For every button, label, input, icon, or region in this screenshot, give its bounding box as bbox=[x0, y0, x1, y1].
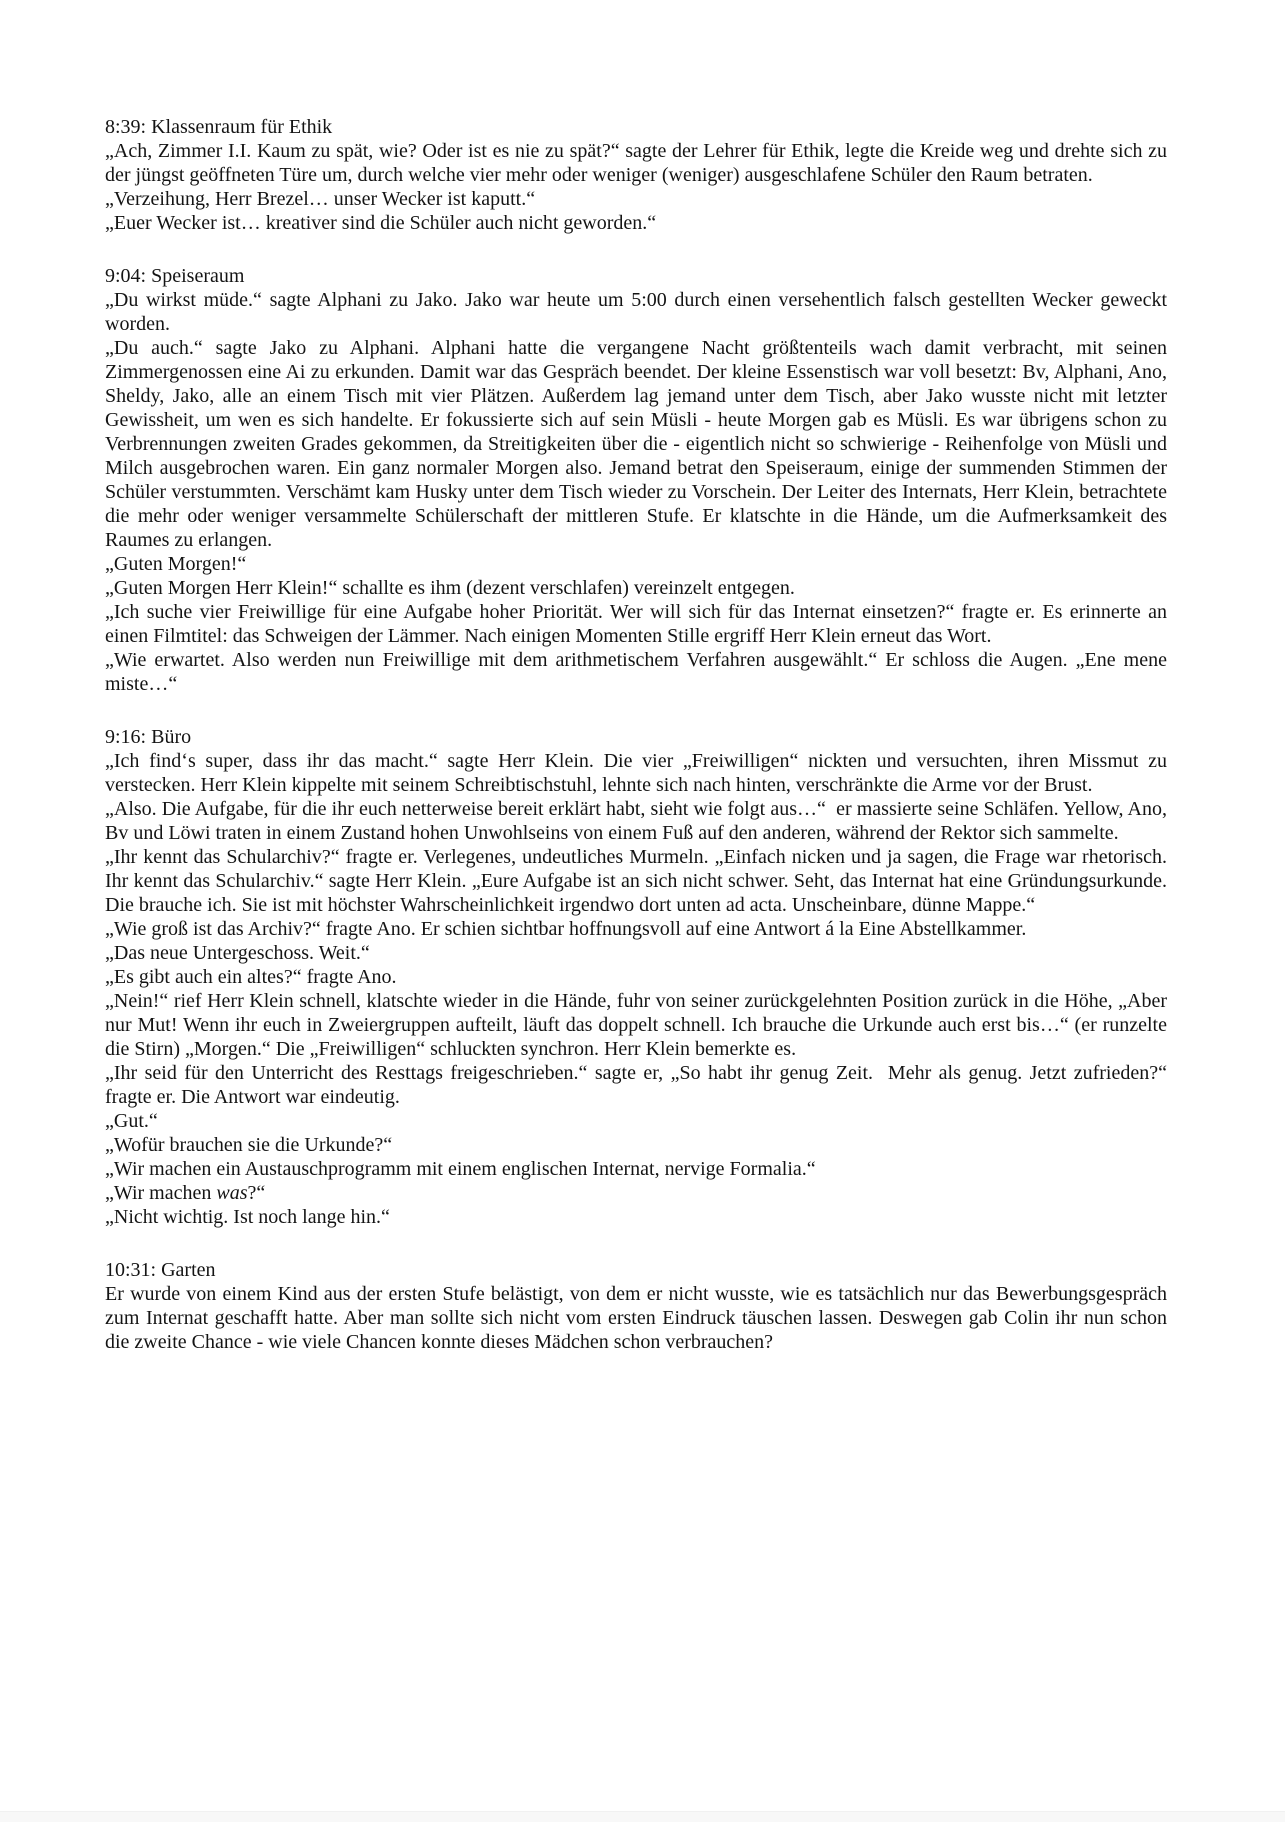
paragraph: „Nein!“ rief Herr Klein schnell, klatschte wieder in die Hände, fuhr von seiner zurückgelehnten Position zurück in die Höhe, „Aber nur Mut! Wenn ihr euch in Zweiergruppen aufteilt, läuft das doppelt schnell. Ich brauche die Urkunde auch erst bis…“ (er runzelte die Stirn) „Morgen.“ Die „Freiwilligen“ schluckten synchron. Herr Klein bemerkte es. bbox=[105, 990, 1167, 1060]
section bbox=[105, 264, 1167, 696]
paragraph: „Wofür brauchen sie die Urkunde?“ bbox=[105, 1134, 393, 1156]
paragraph: „Wir machen ein Austauschprogramm mit einem englischen Internat, nervige Formalia.“ bbox=[105, 1158, 816, 1180]
paragraph: „Ich find‘s super, dass ihr das macht.“ sagte Herr Klein. Die vier „Freiwilligen“ nickten und versuchten, ihren Missmut zu verstecken. Herr Klein kippelte mit seinem Schreibtischstuhl, lehnte sich nach hinten, verschränkte die Arme vor der Brust. bbox=[105, 750, 1167, 796]
section bbox=[105, 725, 1167, 1229]
paragraph: „Es gibt auch ein altes?“ fragte Ano. bbox=[105, 966, 397, 988]
section-heading: 9:16: Büro bbox=[105, 726, 192, 748]
paragraph: „Das neue Untergeschoss. Weit.“ bbox=[105, 942, 370, 964]
paragraph: „Euer Wecker ist… kreativer sind die Schüler auch nicht geworden.“ bbox=[105, 212, 657, 234]
text-run: „Wir machen bbox=[105, 1182, 217, 1204]
paragraph: Er wurde von einem Kind aus der ersten Stufe belästigt, von dem er nicht wusste, wie es tatsächlich nur das Bewerbungsgespräch zum Internat geschafft hatte. Aber man sollte sich nicht vom ersten Eindruck täuschen lassen. Deswegen gab Colin ihr nun schon die zweite Chance - wie viele Chancen konnte dieses Mädchen schon verbrauchen? bbox=[105, 1283, 1167, 1353]
text-block bbox=[105, 115, 1167, 1354]
paragraph: „Ihr kennt das Schularchiv?“ fragte er. Verlegenes, undeutliches Murmeln. „Einfach nicken und ja sagen, die Frage war rhetorisch. Ihr kennt das Schularchiv.“ sagte Herr Klein. „Eure Aufgabe ist an sich nicht schwer. Seht, das Internat hat eine Gründungsurkunde. Die brauche ich. Sie ist mit höchster Wahrscheinlichkeit irgendwo dort unten ad acta. Unscheinbare, dünne Mappe.“ bbox=[105, 846, 1167, 916]
window-bottom-edge bbox=[0, 1811, 1285, 1822]
paragraph: „Gut.“ bbox=[105, 1110, 158, 1132]
paragraph: „Also. Die Aufgabe, für die ihr euch netterweise bereit erklärt habt, sieht wie folgt aus…“ er massierte seine Schläfen. Yellow, Ano, Bv und Löwi traten in einem Zustand hohen Unwohlseins von einem Fuß auf den anderen, während der Rektor sich sammelte. bbox=[105, 798, 1167, 844]
paragraph: „Du wirkst müde.“ sagte Alphani zu Jako. Jako war heute um 5:00 durch einen versehentlich falsch gestellten Wecker geweckt worden. bbox=[105, 289, 1167, 335]
paragraph bbox=[105, 1181, 1167, 1205]
paragraph: „Ach, Zimmer I.I. Kaum zu spät, wie? Oder ist es nie zu spät?“ sagte der Lehrer für Ethik, legte die Kreide weg und drehte sich zu der jüngst geöffneten Türe um, durch welche vier mehr oder weniger (weniger) ausgeschlafene Schüler den Raum betraten. bbox=[105, 140, 1167, 186]
italic-run: was bbox=[216, 1182, 248, 1204]
paragraph: „Guten Morgen Herr Klein!“ schallte es ihm (dezent verschlafen) vereinzelt entgegen. bbox=[105, 577, 795, 599]
paragraph: „Ihr seid für den Unterricht des Resttags freigeschrieben.“ sagte er, „So habt ihr genug Zeit. Mehr als genug. Jetzt zufrieden?“ fragte er. Die Antwort war eindeutig. bbox=[105, 1062, 1167, 1108]
paragraph: „Wie groß ist das Archiv?“ fragte Ano. Er schien sichtbar hoffnungsvoll auf eine Antwort á la Eine Abstellkammer. bbox=[105, 918, 1027, 940]
text-run: ?“ bbox=[247, 1182, 266, 1204]
paragraph: „Ich suche vier Freiwillige für eine Aufgabe hoher Priorität. Wer will sich für das Internat einsetzen?“ fragte er. Es erinnerte an einen Filmtitel: das Schweigen der Lämmer. Nach einigen Momenten Stille ergriff Herr Klein erneut das Wort. bbox=[105, 601, 1167, 647]
paragraph: „Wie erwartet. Also werden nun Freiwillige mit dem arithmetischem Verfahren ausgewählt.“ Er schloss die Augen. „Ene mene miste…“ bbox=[105, 649, 1167, 695]
section-heading: 9:04: Speiseraum bbox=[105, 265, 245, 287]
section-heading: 8:39: Klassenraum für Ethik bbox=[105, 116, 333, 138]
paragraph: „Du auch.“ sagte Jako zu Alphani. Alphani hatte die vergangene Nacht größtenteils wach damit verbracht, mit seinen Zimmergenossen eine Ai zu erkunden. Damit war das Gespräch beendet. Der kleine Essenstisch war voll besetzt: Bv, Alphani, Ano, Sheldy, Jako, alle an einem Tisch mit vier Plätzen. Außerdem lag jemand unter dem Tisch, aber Jako wusste nicht mit letzter Gewissheit, um wen es sich handelte. Er fokussierte sich auf sein Müsli - heute Morgen gab es Müsli. Es war übrigens schon zu Verbrennungen zweiten Grades gekommen, da Streitigkeiten über die - eigentlich nicht so schwierige - Reihenfolge von Müsli und Milch ausgebrochen waren. Ein ganz normaler Morgen also. Jemand betrat den Speiseraum, einige der summenden Stimmen der Schüler verstummten. Verschämt kam Husky unter dem Tisch wieder zu Vorschein. Der Leiter des Internats, Herr Klein, betrachtete die mehr oder weniger versammelte Schülerschaft der mittleren Stufe. Er klatschte in die Hände, um die Aufmerksamkeit des Raumes zu erlangen. bbox=[105, 337, 1167, 551]
section-heading: 10:31: Garten bbox=[105, 1259, 216, 1281]
paragraph: „Guten Morgen!“ bbox=[105, 553, 247, 575]
section bbox=[105, 115, 1167, 235]
section bbox=[105, 1258, 1167, 1354]
paragraph: „Nicht wichtig. Ist noch lange hin.“ bbox=[105, 1206, 390, 1228]
paragraph: „Verzeihung, Herr Brezel… unser Wecker ist kaputt.“ bbox=[105, 188, 536, 210]
